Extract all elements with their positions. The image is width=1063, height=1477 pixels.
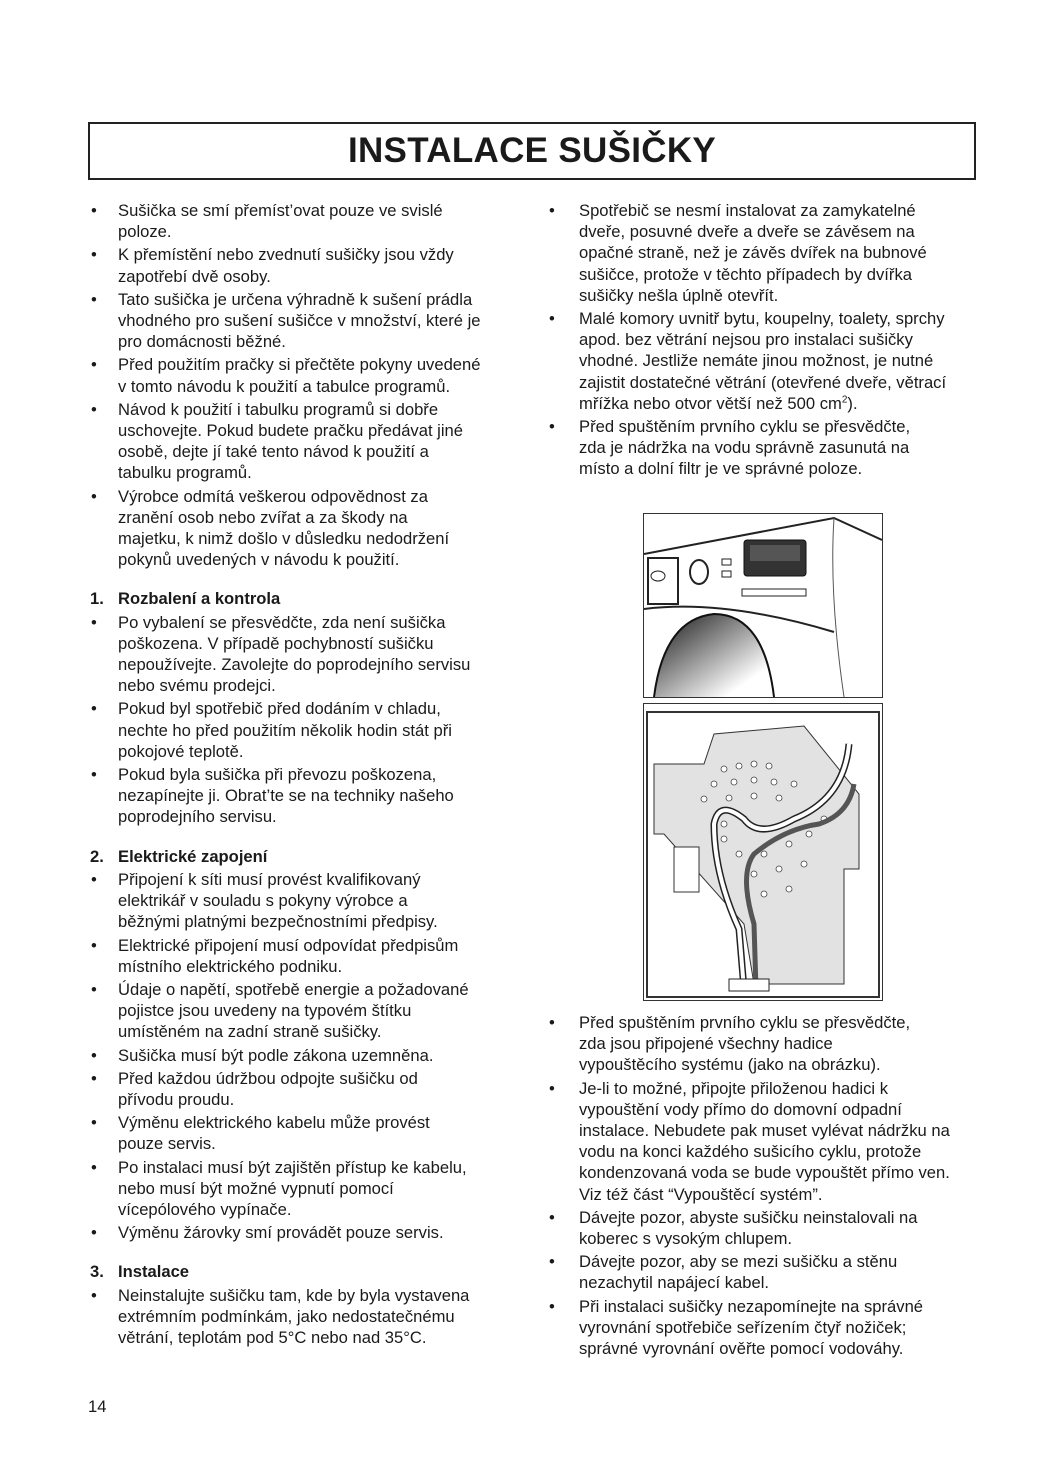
bullet-item — [88, 354, 518, 396]
text-line: poškozena. V případě pochybností sušičku — [118, 633, 434, 653]
text-line: pro domácnosti běžné. — [118, 332, 286, 352]
bullet-item — [546, 416, 976, 480]
section-number: 1. — [90, 589, 104, 609]
text-line: tabulku programů. — [118, 463, 252, 483]
bullet-icon: • — [91, 399, 97, 419]
bullet-item — [88, 1222, 518, 1243]
bullet-item — [88, 399, 518, 484]
bullet-item — [88, 869, 518, 933]
bullet-item — [88, 244, 518, 286]
text-line: nechte ho před použitím několik hodin stát při — [118, 720, 452, 740]
text-line: Spotřebič se nesmí instalovat za zamykatelné — [579, 201, 916, 220]
bullet-item — [88, 200, 518, 242]
text-line: opačné straně, než je závěs dvířek na bubnové — [579, 243, 927, 263]
bullet-icon: • — [91, 1068, 97, 1088]
bullet-icon: • — [549, 1207, 555, 1227]
text-line: vypouštěcího systému (jako na obrázku). — [579, 1055, 881, 1075]
text-line: Malé komory uvnitř bytu, koupelny, toalety, sprchy — [579, 309, 945, 329]
text-line: Výměnu elektrického kabelu může provést — [118, 1113, 430, 1133]
text-line: zda jsou připojené všechny hadice — [579, 1034, 833, 1054]
text-line: zranění osob nebo zvířat a za škody na — [118, 507, 408, 527]
bullet-item — [88, 1285, 518, 1349]
bullet-icon: • — [91, 612, 97, 632]
bullet-icon: • — [549, 417, 555, 437]
text-line: zapotřebí dvě osoby. — [118, 266, 271, 286]
text-line: nebo svému prodejci. — [118, 676, 276, 696]
text-line: Pokud byla sušička při převozu poškozena, — [118, 765, 437, 785]
text-line: běžnými platnými bezpečnostními předpisy. — [118, 912, 438, 932]
text-line: poprodejního servisu. — [118, 807, 277, 827]
text-line: apod. bez větrání nejsou pro instalaci sušičky — [579, 330, 913, 350]
bullet-item — [88, 486, 518, 571]
text-line: vypouštění vody přímo do domovní odpadní — [579, 1099, 902, 1119]
bullet-item — [88, 1157, 518, 1221]
section-title: Instalace — [118, 1262, 190, 1282]
dryer-back-hoses-illustration — [643, 703, 883, 1001]
bullet-item — [88, 764, 518, 828]
text-line: Před použitím pračky si přečtěte pokyny uvedené — [118, 355, 481, 375]
text-line: Před každou údržbou odpojte sušičku od — [118, 1068, 418, 1088]
text-line: Neinstalujte sušičku tam, kde by byla vystavena — [118, 1285, 470, 1305]
section-title: Elektrické zapojení — [118, 846, 268, 866]
bullet-icon: • — [549, 1013, 555, 1032]
text-line: Výrobce odmítá veškerou odpovědnost za — [118, 486, 428, 506]
text-line: sušičky nešla úplně otevřít. — [579, 285, 779, 305]
text-line: pokojové teplotě. — [118, 741, 244, 761]
title-box — [88, 122, 976, 180]
text-line: pouze servis. — [118, 1134, 216, 1154]
text-line: Po vybalení se přesvědčte, zda není sušička — [118, 612, 446, 632]
bullet-item — [546, 1012, 976, 1076]
text-line: majetku, k nimž došlo v důsledku nedodržení — [118, 529, 450, 549]
dryer-front-illustration — [643, 513, 883, 698]
text-line: dveře, posuvné dveře a dveře se závěsem na — [579, 222, 915, 242]
text-line: v tomto návodu k použití a tabulce programů. — [118, 376, 451, 396]
bullet-icon: • — [549, 201, 555, 220]
bullet-icon: • — [91, 699, 97, 719]
text-line: nebo musí být možné vypnutí pomocí — [118, 1178, 394, 1198]
bullet-icon: • — [91, 1113, 97, 1133]
text-line: Návod k použití i tabulku programů si dobře — [118, 399, 439, 419]
bullet-icon: • — [549, 1296, 555, 1316]
section-number: 3. — [90, 1262, 104, 1282]
bullet-icon: • — [91, 1045, 97, 1065]
section-heading — [88, 588, 518, 609]
text-line: Při instalaci sušičky nezapomínejte na správné — [579, 1296, 924, 1316]
bullet-item — [88, 979, 518, 1043]
text-line: vyrovnání spotřebiče seřízením čtyř nožiček; — [579, 1317, 907, 1337]
text-line: vícepólového vypínače. — [118, 1199, 292, 1219]
bullet-item — [88, 1068, 518, 1110]
text-line: uschovejte. Pokud budete pračku předávat jiné — [118, 421, 464, 441]
bullet-icon: • — [91, 765, 97, 785]
text-line: Je-li to možné, připojte přiloženou hadici k — [579, 1078, 888, 1098]
bullet-item — [546, 308, 976, 414]
section-number: 2. — [90, 846, 104, 866]
bullet-icon: • — [91, 1223, 97, 1243]
bullet-icon: • — [91, 935, 97, 955]
text-line: Výměnu žárovky smí provádět pouze servis. — [118, 1223, 444, 1243]
section-heading — [88, 1261, 518, 1282]
text-line: Po instalaci musí být zajištěn přístup ke kabelu, — [118, 1157, 467, 1177]
text-line: Dávejte pozor, aby se mezi sušičku a stěnu — [579, 1252, 898, 1272]
superscript: 2 — [841, 394, 848, 406]
text-line: vhodné. Jestliže nemáte jinou možnost, je nutné — [579, 351, 934, 371]
text-line: extrémním podmínkám, jako nedostatečnému — [118, 1306, 455, 1326]
text-line: zda je nádržka na vodu správně zasunutá na — [579, 438, 910, 458]
text-line: Sušička musí být podle zákona uzemněna. — [118, 1045, 434, 1065]
bullet-icon: • — [549, 1078, 555, 1098]
text-line: Údaje o napětí, spotřebě energie a požadované — [118, 979, 469, 999]
text-line: Před spuštěním prvního cyklu se přesvědčte, — [579, 1013, 911, 1032]
bullet-icon: • — [91, 979, 97, 999]
text-line: Pokud byl spotřebič před dodáním v chladu, — [118, 699, 441, 719]
page-title: INSTALACE SUŠIČKY — [347, 131, 717, 170]
text-line — [579, 393, 976, 414]
bullet-item — [88, 1112, 518, 1154]
section-heading — [88, 846, 518, 867]
text-line: Elektrické připojení musí odpovídat předpisům — [118, 935, 459, 955]
text-line: Připojení k síti musí provést kvalifikovaný — [118, 869, 421, 889]
text-line: přívodu proudu. — [118, 1089, 235, 1109]
bullet-icon: • — [549, 1252, 555, 1272]
text-fragment: ). — [847, 393, 858, 413]
bullet-item — [546, 1296, 976, 1360]
text-line: K přemístění nebo zvednutí sušičky jsou vždy — [118, 245, 454, 265]
text-line: osobě, dejte jí také tento návod k použití a — [118, 442, 429, 462]
text-line: pokynů uvedených v návodu k použití. — [118, 550, 400, 570]
text-line: sušičce, protože v těchto případech by dvířka — [579, 264, 912, 284]
text-line: větrání, teplotám pod 5°C nebo nad 35°C. — [118, 1327, 427, 1347]
text-line: vodu na konci každého sušicího cyklu, protože — [579, 1142, 922, 1162]
bullet-icon: • — [91, 245, 97, 265]
text-line: správné vyrovnání ověřte pomocí vodováhy. — [579, 1339, 904, 1359]
bullet-item — [546, 1207, 976, 1249]
text-line: poloze. — [118, 222, 172, 242]
right-column-bottom — [546, 1012, 976, 1361]
text-line: kondenzovaná voda se bude vypouštět přímo ven. — [579, 1163, 950, 1183]
text-line: Před spuštěním prvního cyklu se přesvědčte, — [579, 417, 911, 437]
bullet-icon: • — [91, 1285, 97, 1305]
bullet-item — [88, 935, 518, 977]
bullet-icon: • — [91, 201, 97, 220]
text-line: pojistce jsou uvedeny na typovém štítku — [118, 1001, 412, 1021]
right-column-top — [546, 200, 976, 482]
text-line: Viz též část “Vypouštěcí systém”. — [579, 1184, 823, 1204]
text-line: Sušička se smí přemíst’ovat pouze ve svislé — [118, 201, 443, 220]
bullet-icon: • — [91, 1157, 97, 1177]
bullet-item — [546, 200, 976, 306]
text-line: zajistit dostatečné větrání (otevřené dveře, větrací — [579, 372, 947, 392]
text-line: vhodného pro sušení sušičce v množství, které je — [118, 311, 481, 331]
left-column — [88, 200, 518, 1350]
text-line: koberec s vysokým chlupem. — [579, 1229, 793, 1249]
text-line: elektrikář v souladu s pokyny výrobce a — [118, 891, 408, 911]
bullet-icon: • — [91, 869, 97, 889]
bullet-item — [88, 698, 518, 762]
text-line: místního elektrického podniku. — [118, 956, 343, 976]
text-line: nezapínejte ji. Obrat’te se na techniky našeho — [118, 786, 454, 806]
text-line: Tato sušička je určena výhradně k sušení prádla — [118, 289, 473, 309]
text-line: instalace. Nebudete pak muset vylévat nádržku na — [579, 1121, 950, 1141]
text-line: umístěném na zadní straně sušičky. — [118, 1022, 382, 1042]
page-number: 14 — [88, 1397, 107, 1416]
section-title: Rozbalení a kontrola — [118, 589, 281, 609]
text-line: nepoužívejte. Zavolejte do poprodejního servisu — [118, 655, 471, 675]
text-line: nezachytil napájecí kabel. — [579, 1273, 770, 1293]
text-line: Dávejte pozor, abyste sušičku neinstalovali na — [579, 1207, 918, 1227]
bullet-item — [546, 1078, 976, 1205]
bullet-icon: • — [91, 355, 97, 375]
bullet-icon: • — [91, 289, 97, 309]
bullet-icon: • — [549, 309, 555, 329]
bullet-icon: • — [91, 486, 97, 506]
text-line: místo a dolní filtr je ve správné poloze. — [579, 459, 863, 479]
text-fragment: mřížka nebo otvor větší než 500 cm — [579, 393, 842, 413]
bullet-item — [546, 1251, 976, 1293]
bullet-item — [88, 1045, 518, 1066]
bullet-item — [88, 612, 518, 697]
bullet-item — [88, 289, 518, 353]
